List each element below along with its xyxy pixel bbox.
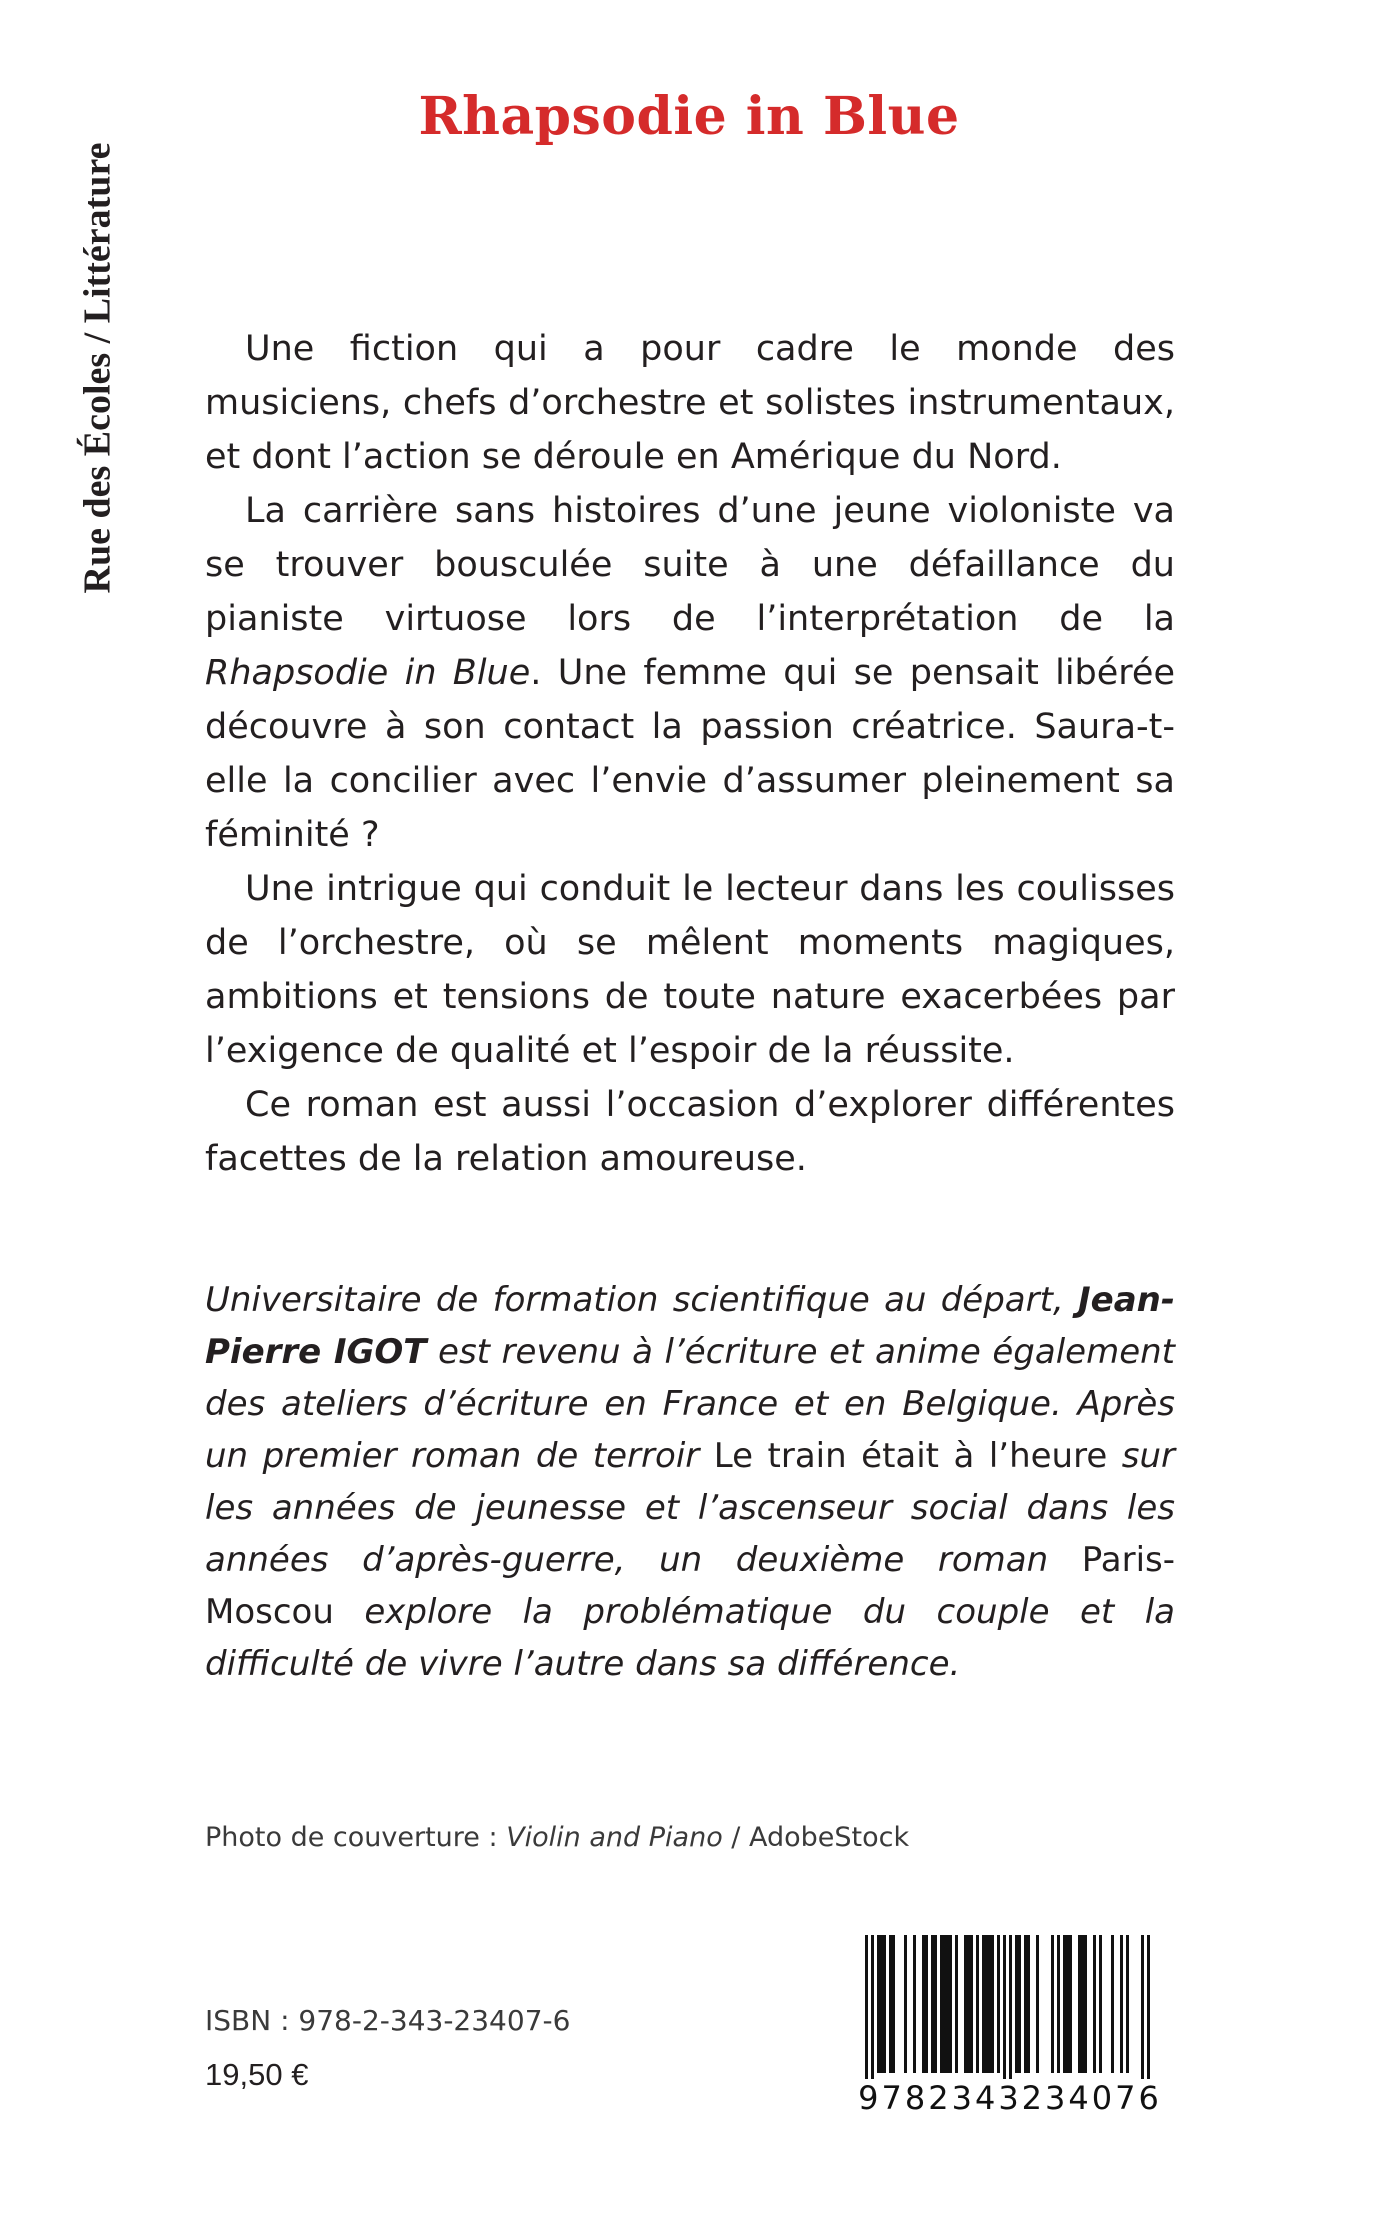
barcode-bar [1063,1935,1072,2073]
bio-text-c: sur les années de jeunesse et l’ascenseur social dans les années d’après-guerre, un deuxième roman [205,1436,1176,1580]
barcode-bar [877,1935,886,2073]
bio-text-a: Universitaire de formation scientifique au départ, [205,1280,1079,1320]
spine-label [72,98,122,638]
barcode-bar [1126,1935,1129,2073]
barcode-bar [1009,1935,1012,2085]
barcode-bar [955,1935,958,2073]
blurb [205,322,1175,1186]
barcode-bars [847,1935,1173,2085]
bio-book-1: Le train était à l’heure [713,1436,1108,1476]
bio-text-d: explore la problématique du couple et la difficulté de vivre l’autre dans sa différence. [205,1592,1175,1684]
bio-text-b: est revenu à l’écriture et anime également des ateliers d’écriture en France et en Belgique. Après un premier roman de terroir [205,1332,1175,1476]
blurb-paragraph-4: Ce roman est aussi l’occasion d’explorer différentes facettes de la relation amoureuse. [205,1085,1175,1179]
barcode-bar [1036,1935,1039,2073]
bio-book-2: Paris-Moscou [205,1540,1175,1632]
credit-label: Photo de couverture : [205,1822,507,1853]
credit-source: / AdobeStock [722,1822,910,1853]
barcode-digits: 9782343234076 [847,2079,1173,2117]
barcode-bar [1024,1935,1030,2073]
blurb-paragraph-3: Une intrigue qui conduit le lecteur dans les coulisses de l’orchestre, où se mêlent moments magiques, ambitions et tensions de toute nature exacerbées par l’exigence de qualité et l’espoir de la réussite. [205,869,1175,1071]
barcode-bar [964,1935,973,2073]
author-name: Jean-Pierre IGOT [205,1280,1175,1372]
barcode-bar [1111,1935,1114,2073]
blurb-p2-title: Rhapsodie in Blue [205,653,531,693]
barcode-bar [1003,1935,1006,2085]
credit-work: Violin and Piano [506,1822,723,1853]
barcode-bar [997,1935,1000,2073]
author-bio [205,1274,1175,1690]
barcode-bar [1147,1935,1150,2085]
barcode-bar [871,1935,874,2085]
barcode-bar [931,1935,937,2073]
barcode [847,1935,1173,2115]
barcode-bar [889,1935,895,2073]
collection-name: Rue des Écoles / Littérature [76,142,118,594]
barcode-bar [1015,1935,1021,2073]
barcode-bar [976,1935,979,2073]
photo-credit [205,1822,909,1853]
barcode-bar [865,1935,868,2085]
barcode-bar [1057,1935,1060,2073]
barcode-bar [1051,1935,1054,2073]
barcode-bar [982,1935,994,2073]
barcode-bar [1120,1935,1123,2073]
blurb-paragraph-1: Une fiction qui a pour cadre le monde des musiciens, chefs d’orchestre et solistes instrumentaux, et dont l’action se déroule en Amérique du Nord. [205,329,1175,477]
blurb-paragraph-2 [205,484,1175,862]
barcode-bar [1093,1935,1096,2073]
barcode-bar [1078,1935,1087,2073]
barcode-bar [1099,1935,1102,2073]
blurb-p2-text-b: . Une femme qui se pensait libérée découvre à son contact la passion créatrice. Saura-t-elle la concilier avec l’envie d’assumer pleinement sa féminité ? [205,653,1175,855]
barcode-bar [922,1935,928,2073]
blurb-p2-text-a: La carrière sans histoires d’une jeune violoniste va se trouver bousculée suite à une défaillance du pianiste virtuose lors de l’interprétation de la [205,491,1175,639]
barcode-bar [1141,1935,1144,2085]
book-title: Rhapsodie in Blue [418,86,960,147]
barcode-bar [904,1935,907,2073]
isbn: ISBN : 978-2-343-23407-6 [205,2004,571,2037]
barcode-bar [940,1935,952,2073]
price: 19,50 € [205,2057,309,2092]
barcode-bar [913,1935,916,2073]
